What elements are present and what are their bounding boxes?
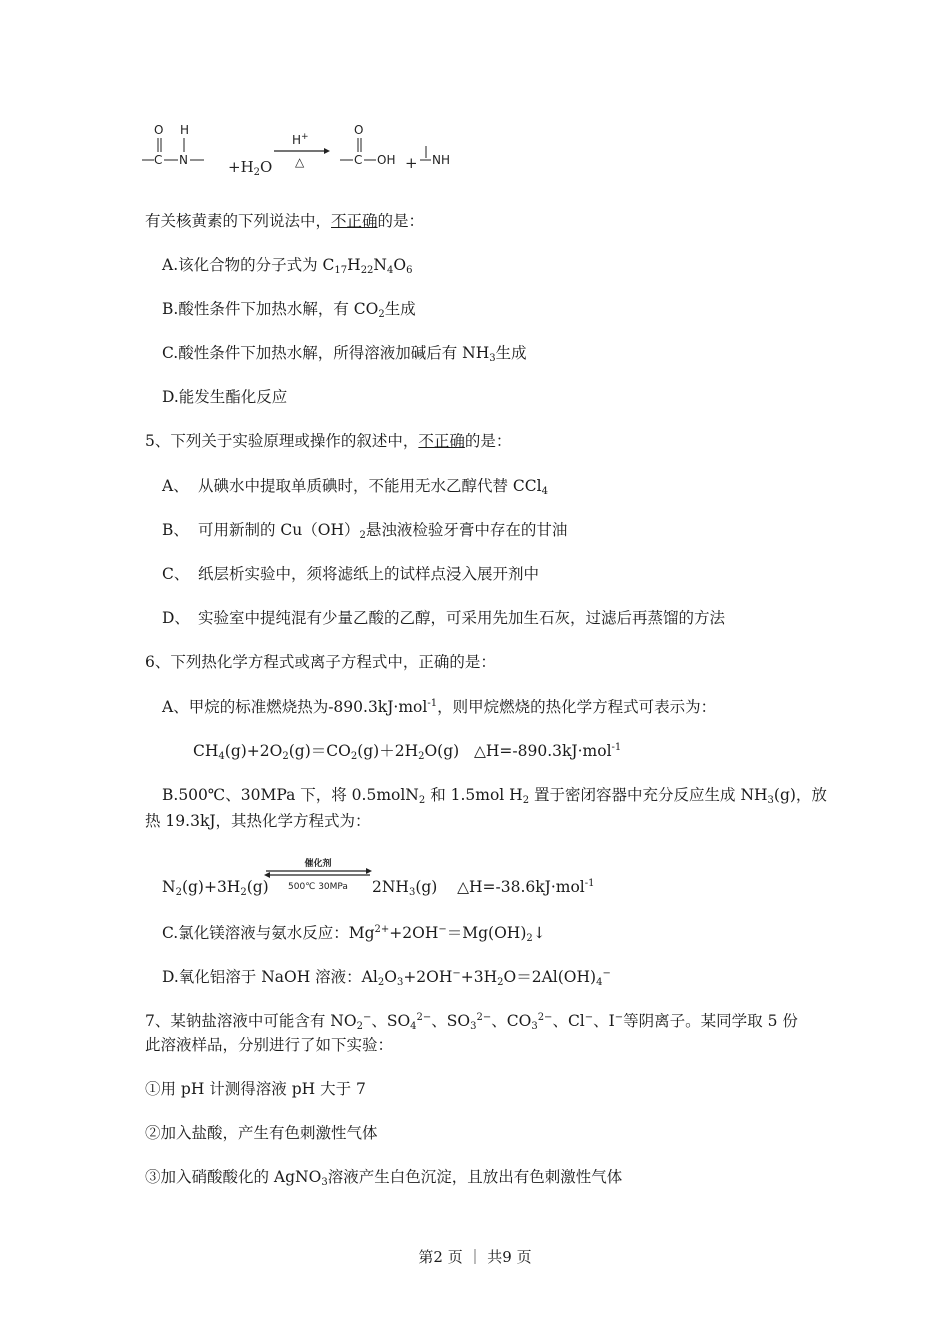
amide-h-label: H (180, 123, 190, 137)
catalyst-label: 催化剂 (304, 859, 332, 869)
svg-text:+H2O: $+H_2O$ (228, 158, 273, 178)
question-intro: 有关核黄素的下列说法中，不正确的是： (145, 212, 425, 230)
hydrolysis-reaction-scheme (140, 118, 470, 178)
option-c-nh3: C.酸性条件下加热水解，所得溶液加碱后有 $NH_3$生成 (162, 344, 527, 364)
q6-option-d: D.氧化铝溶于 NaOH 溶液：$Al_2O_3+2OH^-+3H_2O=2Al(OH)_4^-$ (162, 968, 611, 988)
q6-option-c: C.氯化镁溶液与氨水反应：$Mg^{2+}+2OH^-=Mg(OH)_2↓$ (162, 924, 546, 944)
question-7-line1: 7、某钠盐溶液中可能含有 $NO_2^-$、$SO_4^{2-}$、$SO_3^{2-}$、$CO_3^{2-}$、Cl−、I−等阴离子。某同学取 5 份 (145, 1012, 798, 1032)
question-7-line2: 此溶液样品，分别进行了如下实验： (145, 1036, 394, 1054)
question-6-stem: 6、下列热化学方程式或离子方程式中，正确的是： (145, 653, 496, 671)
conditions-label: 500℃ 30MPa (288, 882, 348, 892)
option-a-formula: A.该化合物的分子式为 $C_{17}H_{22}N_4O_6$ (162, 256, 413, 276)
q6-option-b-equation-left: $N_2(g)+3H_2(g)$ (162, 878, 269, 898)
reaction-structure-drawing (140, 118, 470, 178)
svg-text:OH: OH (377, 153, 396, 167)
svg-text:O: O (354, 123, 364, 137)
q5-option-b: B、 可用新制的 $Cu(OH)_2$悬浊液检验牙膏中存在的甘油 (162, 521, 568, 541)
svg-text:NH: NH (432, 153, 450, 167)
carbonyl-o-label: O (154, 123, 164, 137)
underlined-keyword: 不正确 (418, 432, 465, 450)
q5-option-c: C、 纸层析实验中，须将滤纸上的试样点浸入展开剂中 (162, 565, 540, 583)
svg-text:H+: H+ (292, 132, 309, 147)
q7-step-3: ③加入硝酸酸化的 AgNO$_3$溶液产生白色沉淀，且放出有色刺激性气体 (145, 1168, 623, 1188)
q6-option-a: A、甲烷的标准燃烧热为-890.3kJ·mol$^{-1}$，则甲烷燃烧的热化学方程式可表示为： (162, 698, 717, 716)
q6-option-b-equation-right: $2NH_3(g)$ △H=-38.6kJ·mol$^{-1}$ (372, 878, 595, 898)
question-5-stem: 5、下列关于实验原理或操作的叙述中，不正确的是： (145, 432, 512, 450)
q7-step-2: ②加入盐酸，产生有色刺激性气体 (145, 1124, 378, 1142)
reversible-arrow-conditions (262, 854, 374, 896)
q5-option-a: A、 从碘水中提取单质碘时，不能用无水乙醇代替 CCl$_4$ (162, 477, 548, 497)
q6-option-b-line2: 热 19.3kJ，其热化学方程式为： (145, 812, 371, 830)
svg-text:△: △ (295, 155, 305, 169)
option-d-esterification: D.能发生酯化反应 (162, 388, 288, 406)
amide-n-label: N (179, 153, 188, 167)
option-b-co2: B.酸性条件下加热水解，有 $CO_2$生成 (162, 300, 416, 320)
amide-c-label: C (154, 153, 163, 167)
q7-step-1: ①用 pH 计测得溶液 pH 大于 7 (145, 1080, 366, 1098)
page-footer: 第2 页 ｜ 共9 页 (418, 1248, 532, 1266)
underlined-keyword: 不正确 (331, 212, 378, 230)
q5-option-d: D、 实验室中提纯混有少量乙酸的乙醇，可采用先加生石灰，过滤后再蒸馏的方法 (162, 609, 726, 627)
q6-option-b-line1: B.500℃、30MPa 下，将 0.5molN$_2$ 和 1.5mol $H_2$ 置于密闭容器中充分反应生成 $NH_3(g)$，放 (162, 786, 827, 806)
q6-option-a-equation: $CH_4(g)+2O_2(g)=CO_2(g)+2H_2O(g)$ △H=-890.3kJ·mol$^{-1}$ (193, 742, 622, 762)
svg-text:C: C (354, 153, 363, 167)
reversible-arrow-icon (262, 854, 374, 896)
svg-text:+: + (405, 154, 418, 172)
